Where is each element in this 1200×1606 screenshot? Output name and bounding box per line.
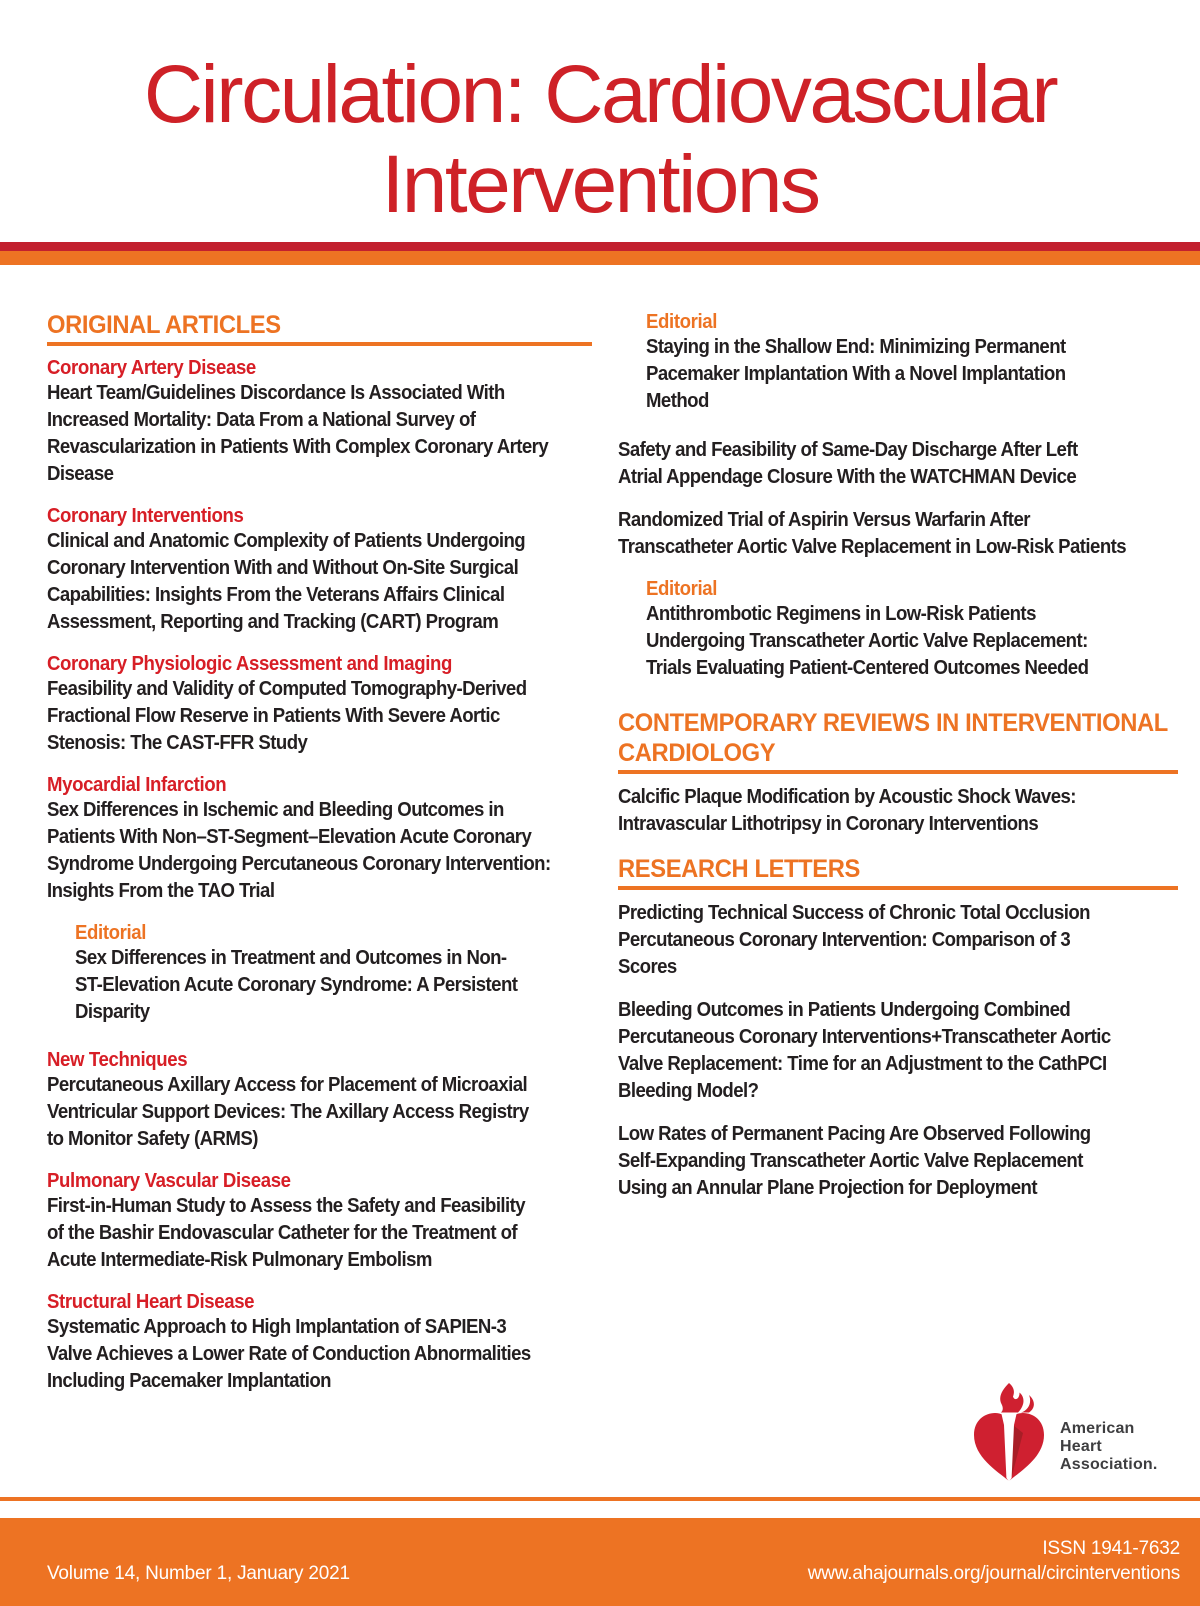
aha-logo-text-line: Heart bbox=[1060, 1438, 1102, 1455]
article-title bbox=[618, 507, 1178, 561]
article-title-line: Safety and Feasibility of Same-Day Discharge After Left bbox=[618, 439, 1078, 461]
article-title-line: Percutaneous Coronary Interventions+Transcatheter Aortic bbox=[618, 1026, 1111, 1048]
article-entry bbox=[47, 356, 592, 488]
editorial-label: Editorial bbox=[646, 311, 718, 333]
article-title-line: Coronary Intervention With and Without On-Site Surgical bbox=[47, 557, 519, 579]
article-title bbox=[646, 601, 1178, 682]
article-entry bbox=[618, 900, 1178, 981]
table-of-contents bbox=[0, 310, 1200, 1411]
editorial-entry bbox=[47, 921, 592, 1026]
editorial-label: Editorial bbox=[646, 578, 718, 600]
article-title-line: Sex Differences in Treatment and Outcomes in Non- bbox=[75, 947, 507, 969]
article-title-line: Valve Replacement: Time for an Adjustment to the CathPCI bbox=[618, 1053, 1107, 1075]
article-title-line: Assessment, Reporting and Tracking (CART) Program bbox=[47, 611, 499, 633]
article-title-line: Disease bbox=[47, 463, 114, 485]
article-title-line: Calcific Plaque Modification by Acoustic Shock Waves: bbox=[618, 786, 1076, 808]
footer-publication-info bbox=[808, 1536, 1180, 1586]
article-title bbox=[618, 900, 1178, 981]
article-title bbox=[618, 997, 1178, 1105]
article-title-line: Bleeding Outcomes in Patients Undergoing Combined bbox=[618, 999, 1071, 1021]
article-title-line: First-in-Human Study to Assess the Safety and Feasibility bbox=[47, 1195, 526, 1217]
category-heading: New Techniques bbox=[47, 1049, 188, 1071]
issue-info: Volume 14, Number 1, January 2021 bbox=[47, 1563, 350, 1584]
article-title-line: Ventricular Support Devices: The Axillary Access Registry bbox=[47, 1101, 529, 1123]
article-title-line: Revascularization in Patients With Complex Coronary Artery bbox=[47, 436, 549, 458]
article-title-line: Method bbox=[646, 390, 709, 412]
article-title bbox=[75, 945, 592, 1026]
article-title-line: Feasibility and Validity of Computed Tomography-Derived bbox=[47, 678, 527, 700]
article-title-line: Randomized Trial of Aspirin Versus Warfarin After bbox=[618, 509, 1030, 531]
footer-divider-rule bbox=[0, 1497, 1200, 1501]
journal-url: www.ahajournals.org/journal/circinterventions bbox=[807, 1563, 1180, 1584]
section-heading-text: ORIGINAL ARTICLES bbox=[47, 311, 281, 339]
article-title-line: Low Rates of Permanent Pacing Are Observed Following bbox=[618, 1123, 1091, 1145]
aha-logo-text-line: American bbox=[1060, 1420, 1135, 1437]
category-heading: Coronary Artery Disease bbox=[47, 357, 256, 379]
article-title-line: Atrial Appendage Closure With the WATCHMAN Device bbox=[618, 466, 1077, 488]
article-title bbox=[47, 1193, 592, 1274]
article-title-line: Self-Expanding Transcatheter Aortic Valve Replacement bbox=[618, 1150, 1083, 1172]
article-title-line: of the Bashir Endovascular Catheter for the Treatment of bbox=[47, 1222, 518, 1244]
article-title-line: Heart Team/Guidelines Discordance Is Associated With bbox=[47, 382, 505, 404]
article-title-line: Sex Differences in Ischemic and Bleeding Outcomes in bbox=[47, 799, 504, 821]
article-entry bbox=[618, 1121, 1178, 1202]
article-title bbox=[618, 1121, 1178, 1202]
editorial-label: Editorial bbox=[75, 922, 147, 944]
article-title-line: Staying in the Shallow End: Minimizing Permanent bbox=[646, 336, 1066, 358]
article-title bbox=[618, 437, 1178, 491]
article-title-line: Fractional Flow Reserve in Patients With Severe Aortic bbox=[47, 705, 500, 727]
article-title-line: Increased Mortality: Data From a National Survey of bbox=[47, 409, 476, 431]
section-heading-text: CONTEMPORARY REVIEWS IN INTERVENTIONAL bbox=[618, 709, 1168, 737]
article-entry bbox=[618, 997, 1178, 1105]
article-title-line: Percutaneous Axillary Access for Placement of Microaxial bbox=[47, 1074, 528, 1096]
article-title-line: Valve Achieves a Lower Rate of Conduction Abnormalities bbox=[47, 1343, 531, 1365]
right-column bbox=[618, 310, 1178, 1411]
article-entry bbox=[618, 784, 1178, 838]
section-heading-research-letters bbox=[618, 854, 1178, 890]
article-title-line: Stenosis: The CAST-FFR Study bbox=[47, 732, 308, 754]
red-divider-bar bbox=[0, 242, 1200, 251]
article-title-line: Percutaneous Coronary Intervention: Comparison of 3 bbox=[618, 929, 1071, 951]
article-entry bbox=[47, 652, 592, 757]
issn-number: ISSN 1941-7632 bbox=[1042, 1538, 1180, 1559]
section-heading-contemporary-reviews bbox=[618, 708, 1178, 774]
article-title-line: Syndrome Undergoing Percutaneous Coronary Intervention: bbox=[47, 853, 551, 875]
orange-divider-bar bbox=[0, 251, 1200, 265]
article-title-line: Insights From the TAO Trial bbox=[47, 880, 275, 902]
journal-masthead bbox=[0, 0, 1200, 230]
article-entry bbox=[618, 507, 1178, 561]
article-title bbox=[47, 797, 592, 905]
article-title bbox=[47, 676, 592, 757]
category-heading: Coronary Interventions bbox=[47, 505, 244, 527]
editorial-entry bbox=[618, 310, 1178, 415]
article-entry bbox=[47, 773, 592, 905]
article-title bbox=[646, 334, 1178, 415]
category-heading: Coronary Physiologic Assessment and Imaging bbox=[47, 653, 453, 675]
article-title-line: Bleeding Model? bbox=[618, 1080, 759, 1102]
article-title-line: Using an Annular Plane Projection for Deployment bbox=[618, 1177, 1037, 1199]
article-title-line: to Monitor Safety (ARMS) bbox=[47, 1128, 258, 1150]
aha-logo bbox=[973, 1383, 1158, 1483]
article-title-line: Capabilities: Insights From the Veterans Affairs Clinical bbox=[47, 584, 505, 606]
article-title-line: ST-Elevation Acute Coronary Syndrome: A Persistent bbox=[75, 974, 518, 996]
article-title-line: Undergoing Transcatheter Aortic Valve Replacement: bbox=[646, 630, 1088, 652]
article-title bbox=[47, 380, 592, 488]
section-heading-original-articles bbox=[47, 310, 592, 346]
aha-logo-text bbox=[1060, 1420, 1158, 1483]
article-entry bbox=[47, 1169, 592, 1274]
article-title-line: Scores bbox=[618, 956, 677, 978]
article-entry bbox=[47, 1048, 592, 1153]
article-title-line: Disparity bbox=[75, 1001, 150, 1023]
article-title-line: Intravascular Lithotripsy in Coronary Interventions bbox=[618, 813, 1039, 835]
editorial-entry bbox=[618, 577, 1178, 682]
category-heading: Structural Heart Disease bbox=[47, 1291, 255, 1313]
article-title bbox=[47, 528, 592, 636]
footer-bar bbox=[0, 1518, 1200, 1606]
article-entry bbox=[47, 504, 592, 636]
journal-title-line-2: Interventions bbox=[381, 139, 819, 230]
left-column bbox=[47, 310, 592, 1411]
category-heading: Myocardial Infarction bbox=[47, 774, 227, 796]
article-title-line: Pacemaker Implantation With a Novel Implantation bbox=[646, 363, 1066, 385]
article-title-line: Patients With Non–ST-Segment–Elevation Acute Coronary bbox=[47, 826, 532, 848]
section-heading-text: CARDIOLOGY bbox=[618, 739, 776, 767]
article-title-line: Transcatheter Aortic Valve Replacement in Low-Risk Patients bbox=[618, 536, 1127, 558]
article-title bbox=[618, 784, 1178, 838]
article-title-line: Trials Evaluating Patient-Centered Outcomes Needed bbox=[646, 657, 1089, 679]
journal-title-line-1: Circulation: Cardiovascular bbox=[143, 49, 1057, 140]
article-title-line: Antithrombotic Regimens in Low-Risk Patients bbox=[646, 603, 1036, 625]
aha-heart-torch-icon bbox=[973, 1383, 1045, 1483]
aha-logo-text-line: Association. bbox=[1060, 1456, 1158, 1473]
article-title-line: Systematic Approach to High Implantation of SAPIEN-3 bbox=[47, 1316, 507, 1338]
article-title-line: Clinical and Anatomic Complexity of Patients Undergoing bbox=[47, 530, 526, 552]
article-entry bbox=[618, 437, 1178, 491]
article-title-line: Including Pacemaker Implantation bbox=[47, 1370, 331, 1392]
article-title-line: Predicting Technical Success of Chronic Total Occlusion bbox=[618, 902, 1090, 924]
article-title bbox=[47, 1072, 592, 1153]
article-entry bbox=[47, 1290, 592, 1395]
category-heading: Pulmonary Vascular Disease bbox=[47, 1170, 291, 1192]
article-title bbox=[47, 1314, 592, 1395]
article-title-line: Acute Intermediate-Risk Pulmonary Embolism bbox=[47, 1249, 432, 1271]
section-heading-text: RESEARCH LETTERS bbox=[618, 855, 860, 883]
